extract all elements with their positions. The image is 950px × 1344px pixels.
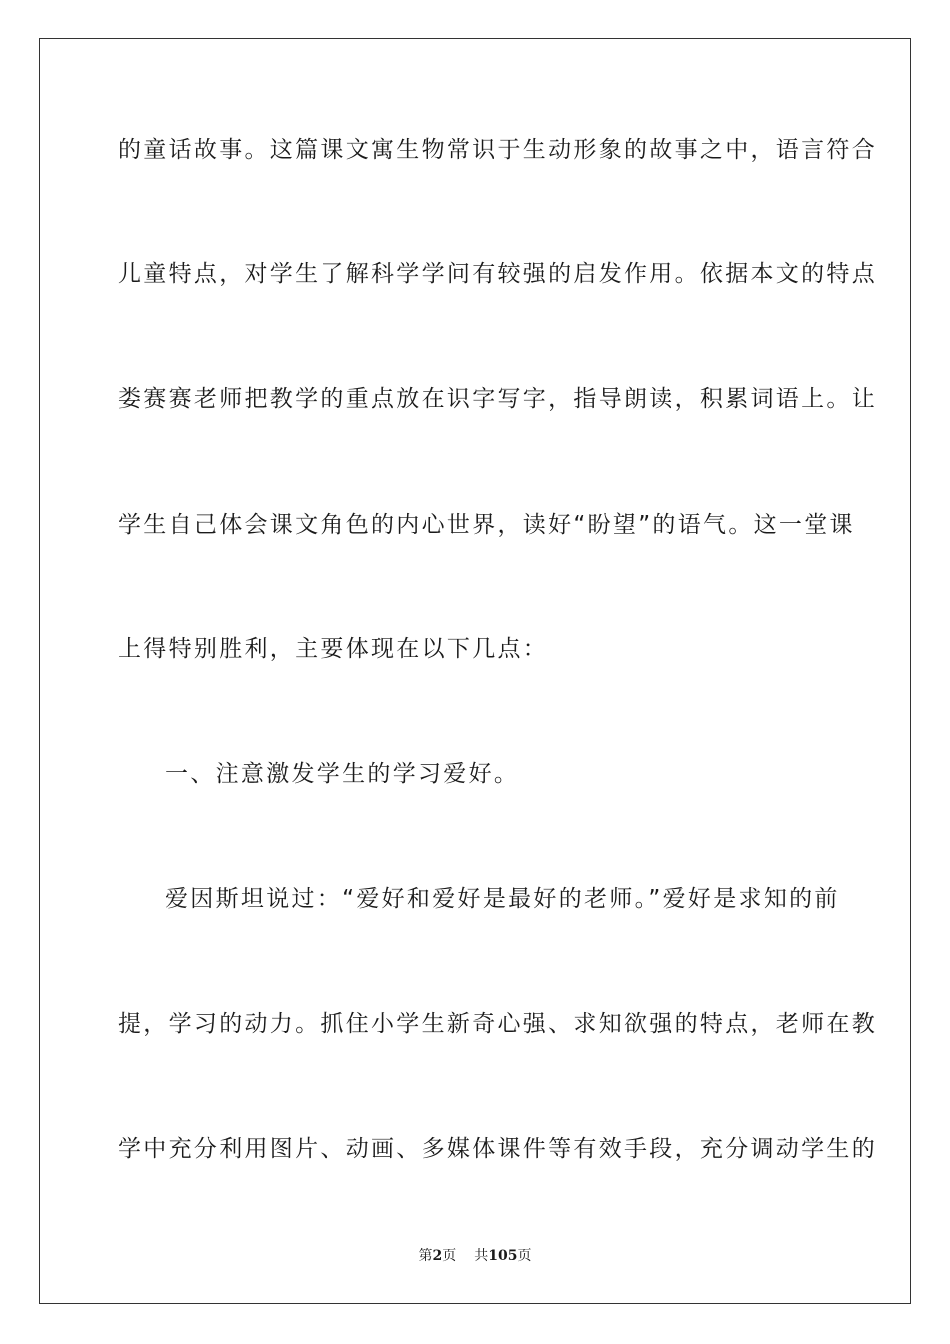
body-line-7: 爱因斯坦说过：“爱好和爱好是最好的老师。”爱好是求知的前 bbox=[165, 886, 840, 912]
body-line-3: 娄赛赛老师把教学的重点放在识字写字，指导朗读，积累词语上。让 bbox=[118, 386, 877, 412]
footer-total-pages: 105 bbox=[488, 1248, 518, 1264]
body-line-4: 学生自己体会课文角色的内心世界，读好“盼望”的语气。这一堂课 bbox=[118, 512, 855, 538]
footer-page-number: 2 bbox=[432, 1248, 443, 1264]
footer-total-prefix: 共 bbox=[474, 1248, 489, 1264]
body-line-1: 的童话故事。这篇课文寓生物常识于生动形象的故事之中，语言符合 bbox=[118, 137, 877, 163]
section-heading: 一、注意激发学生的学习爱好。 bbox=[165, 761, 520, 787]
body-line-9: 学中充分利用图片、动画、多媒体课件等有效手段，充分调动学生的 bbox=[118, 1136, 877, 1162]
page-footer bbox=[0, 1247, 950, 1265]
footer-page-prefix: 第 bbox=[418, 1248, 433, 1264]
footer-total-suffix: 页 bbox=[517, 1248, 532, 1264]
footer-page-suffix: 页 bbox=[442, 1248, 457, 1264]
body-line-8: 提，学习的动力。抓住小学生新奇心强、求知欲强的特点，老师在教 bbox=[118, 1011, 877, 1037]
page-border bbox=[39, 38, 911, 1304]
body-line-5: 上得特别胜利，主要体现在以下几点： bbox=[118, 636, 549, 662]
body-line-2: 儿童特点，对学生了解科学学问有较强的启发作用。依据本文的特点 bbox=[118, 261, 877, 287]
